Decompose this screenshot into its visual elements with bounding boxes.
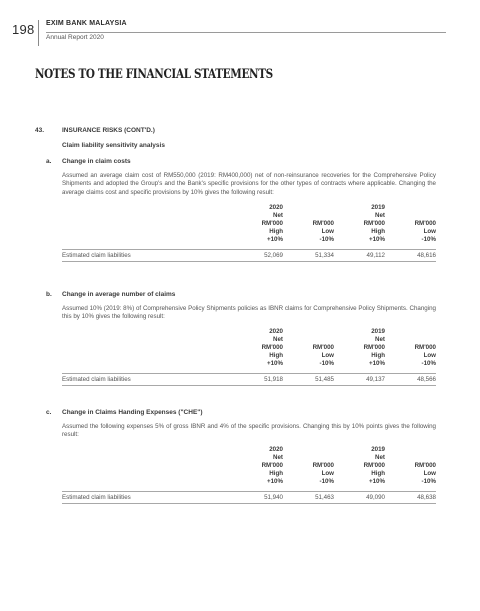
unit-label: RM'000 (312, 220, 334, 227)
part-b-letter: b. (46, 291, 52, 298)
plus-10-label: +10% (267, 478, 283, 485)
low-label: Low (423, 228, 436, 235)
cell-2020-high: 52,069 (232, 250, 283, 262)
part-c-letter: c. (46, 409, 52, 416)
section-heading: INSURANCE RISKS (CONT'D.) (62, 127, 155, 134)
part-b-table (62, 328, 436, 386)
part-c-text: Assumed the following expenses 5% of gross IBNR and 4% of the specific provisions. Changing this by 10% points gives the following result: (62, 423, 436, 439)
part-b-heading: Change in average number of claims (62, 291, 176, 298)
year-2019: 2019 (371, 446, 385, 453)
cell-2019-high: 49,112 (334, 250, 385, 262)
cell-2020-low: 51,334 (283, 250, 334, 262)
part-c-heading: Change in Claims Handing Expenses ("CHE") (62, 409, 203, 416)
unit-label: RM'000 (414, 462, 436, 469)
year-2019: 2019 (371, 328, 385, 335)
unit-label: RM'000 (363, 344, 385, 351)
year-2020: 2020 (269, 204, 283, 211)
minus-10-label: -10% (319, 360, 334, 367)
part-b-text: Assumed 10% (2019: 8%) of Comprehensive Policy Shipments policies as IBNR claims for Comprehensive Policy Shipments. Changing this by 10% gives the following result: (62, 305, 436, 321)
part-c-table (62, 446, 436, 504)
net-label: Net (375, 454, 385, 461)
unit-label: RM'000 (363, 220, 385, 227)
minus-10-label: -10% (421, 360, 436, 367)
minus-10-label: -10% (319, 236, 334, 243)
unit-label: RM'000 (261, 344, 283, 351)
plus-10-label: +10% (369, 478, 385, 485)
plus-10-label: +10% (369, 360, 385, 367)
year-2019: 2019 (371, 204, 385, 211)
low-label: Low (423, 470, 436, 477)
header-rule (46, 32, 446, 33)
plus-10-label: +10% (267, 360, 283, 367)
cell-2019-high: 49,137 (334, 374, 385, 386)
part-a-text: Assumed an average claim cost of RM550,000 (2019: RM400,000) net of non-reinsurance recoveries for the Comprehensive Policy Shipments and adopted the Group's and the Bank's specific provisions for the other types of contracts where applicable. Changing the average claims cost and specific provisions by 10% gives the following result: (62, 172, 436, 196)
row-label: Estimated claim liabilities (62, 250, 232, 262)
high-label: High (269, 352, 283, 359)
part-a-letter: a. (46, 158, 52, 165)
unit-label: RM'000 (363, 462, 385, 469)
net-label: Net (273, 454, 283, 461)
unit-label: RM'000 (414, 220, 436, 227)
section-number: 43. (35, 127, 45, 134)
year-2020: 2020 (269, 446, 283, 453)
section-subheading: Claim liability sensitivity analysis (62, 142, 165, 149)
cell-2020-high: 51,918 (232, 374, 283, 386)
net-label: Net (375, 212, 385, 219)
net-label: Net (273, 336, 283, 343)
unit-label: RM'000 (414, 344, 436, 351)
net-label: Net (273, 212, 283, 219)
unit-label: RM'000 (312, 462, 334, 469)
cell-2020-low: 51,485 (283, 374, 334, 386)
unit-label: RM'000 (312, 344, 334, 351)
row-label: Estimated claim liabilities (62, 492, 232, 504)
high-label: High (371, 228, 385, 235)
cell-2019-low: 48,616 (385, 250, 436, 262)
page-number: 198 (12, 22, 35, 37)
low-label: Low (321, 228, 334, 235)
minus-10-label: -10% (421, 478, 436, 485)
page-title: NOTES TO THE FINANCIAL STATEMENTS (35, 67, 273, 82)
cell-2020-low: 51,463 (283, 492, 334, 504)
high-label: High (269, 470, 283, 477)
part-a-table (62, 204, 436, 262)
row-label: Estimated claim liabilities (62, 374, 232, 386)
bank-name: EXIM BANK MALAYSIA (46, 20, 127, 27)
cell-2019-high: 49,090 (334, 492, 385, 504)
unit-label: RM'000 (261, 462, 283, 469)
high-label: High (371, 470, 385, 477)
high-label: High (269, 228, 283, 235)
low-label: Low (321, 470, 334, 477)
cell-2019-low: 48,566 (385, 374, 436, 386)
low-label: Low (321, 352, 334, 359)
cell-2019-low: 48,638 (385, 492, 436, 504)
net-label: Net (375, 336, 385, 343)
part-a-heading: Change in claim costs (62, 158, 131, 165)
minus-10-label: -10% (421, 236, 436, 243)
table-row (62, 492, 436, 504)
year-2020: 2020 (269, 328, 283, 335)
table-row (62, 250, 436, 262)
cell-2020-high: 51,940 (232, 492, 283, 504)
unit-label: RM'000 (261, 220, 283, 227)
high-label: High (371, 352, 385, 359)
report-name: Annual Report 2020 (46, 34, 104, 41)
low-label: Low (423, 352, 436, 359)
plus-10-label: +10% (369, 236, 385, 243)
table-row (62, 374, 436, 386)
header-divider (38, 20, 39, 46)
plus-10-label: +10% (267, 236, 283, 243)
minus-10-label: -10% (319, 478, 334, 485)
